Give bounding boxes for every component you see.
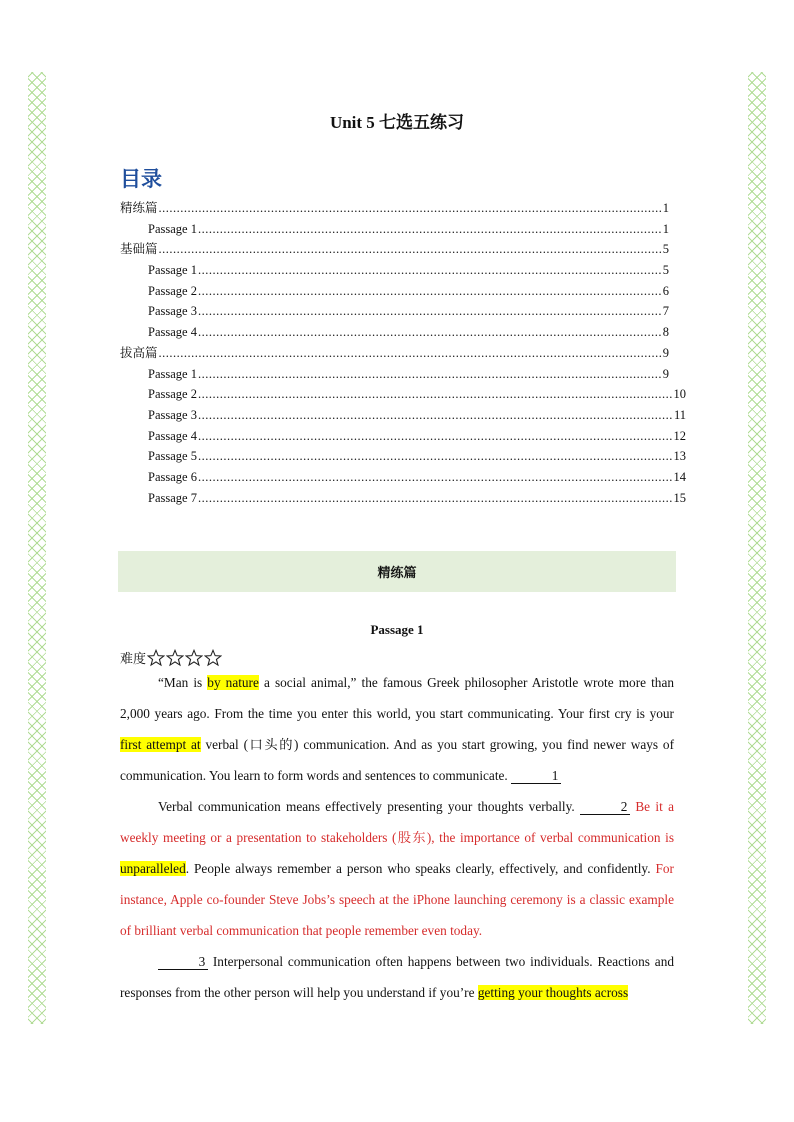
star-outline-icon [204, 649, 222, 667]
red-annotated-text: Be it a weekly meeting or a presentation to stakeholders (股东), the importance of verbal communication is [120, 799, 674, 845]
paragraph-2: Verbal communication means effectively presenting your thoughts verbally. 2 Be it a weekly meeting or a presentation to stakeholders (股东), the importance of verbal communication is unparalleled. People always remember a person who speaks clearly, effectively, and confidently. For instance, Apple co-founder Steve Jobs’s speech at the iPhone launching ceremony is a classic example of brilliant verbal communication that people remember even today. [120, 799, 674, 938]
section-heading: 精练篇 [377, 566, 417, 581]
answer-blank-2[interactable]: 2 [580, 800, 630, 815]
decorative-border-right [748, 72, 766, 1024]
toc-entry[interactable]: Passage 3 ..... 7 [120, 301, 669, 322]
toc-entry[interactable]: Passage 1 ..... 9 [120, 364, 669, 385]
toc-entry[interactable]: 基础篇 ..... 5 [120, 239, 669, 260]
toc-entry[interactable]: Passage 1 ..... 1 [120, 219, 669, 240]
toc-entry[interactable]: Passage 1 ..... 5 [120, 260, 669, 281]
difficulty-stars [147, 649, 222, 667]
highlighted-phrase: by nature [207, 675, 259, 690]
toc-entry[interactable]: Passage 5 ..... 13 [120, 446, 686, 467]
answer-blank-3[interactable]: 3 [158, 955, 208, 970]
highlighted-phrase: first attempt at [120, 737, 201, 752]
toc-heading: 目录 [120, 167, 162, 191]
toc-entry[interactable]: 精练篇 ..... 1 [120, 198, 669, 219]
toc-entry[interactable]: 拔高篇 ..... 9 [120, 343, 669, 364]
section-heading-band [118, 551, 676, 592]
paragraph-3: 3 Interpersonal communication often happens between two individuals. Reactions and responses from the other person will help you understand if you’re getting your thoughts across [120, 954, 674, 1000]
toc-entry[interactable]: Passage 6 ..... 14 [120, 467, 686, 488]
table-of-contents [120, 198, 686, 508]
highlighted-phrase: unparalleled [120, 861, 186, 876]
star-outline-icon [166, 649, 184, 667]
toc-entry[interactable]: Passage 4 ..... 12 [120, 426, 686, 447]
paragraph-1: “Man is by nature a social animal,” the famous Greek philosopher Aristotle wrote more than 2,000 years ago. From the time you enter this world, you start communicating. Your first cry is your first attempt at verbal (口头的) communication. And as you start growing, you find newer ways of communication. You learn to form words and sentences to communicate. 1 [120, 675, 674, 783]
passage-title: Passage 1 [370, 622, 424, 637]
difficulty-label: 难度 [120, 651, 147, 666]
toc-entry[interactable]: Passage 2 ..... 6 [120, 281, 669, 302]
decorative-border-left [28, 72, 46, 1024]
star-outline-icon [147, 649, 165, 667]
red-annotated-text: For instance, Apple co-founder Steve Jobs’s speech at the iPhone launching ceremony is a classic example of brilliant verbal communication that people remember even today. [120, 861, 674, 938]
difficulty-rating [120, 648, 222, 667]
toc-entry[interactable]: Passage 4 ..... 8 [120, 322, 669, 343]
toc-entry[interactable]: Passage 7 ..... 15 [120, 488, 686, 509]
document-title: Unit 5 七选五练习 [329, 113, 465, 132]
answer-blank-1[interactable]: 1 [511, 769, 561, 784]
toc-entry[interactable]: Passage 3 ..... 11 [120, 405, 686, 426]
highlighted-phrase: getting your thoughts across [477, 985, 629, 1000]
passage-body [120, 667, 674, 1008]
star-outline-icon [185, 649, 203, 667]
toc-entry[interactable]: Passage 2 ..... 10 [120, 384, 686, 405]
